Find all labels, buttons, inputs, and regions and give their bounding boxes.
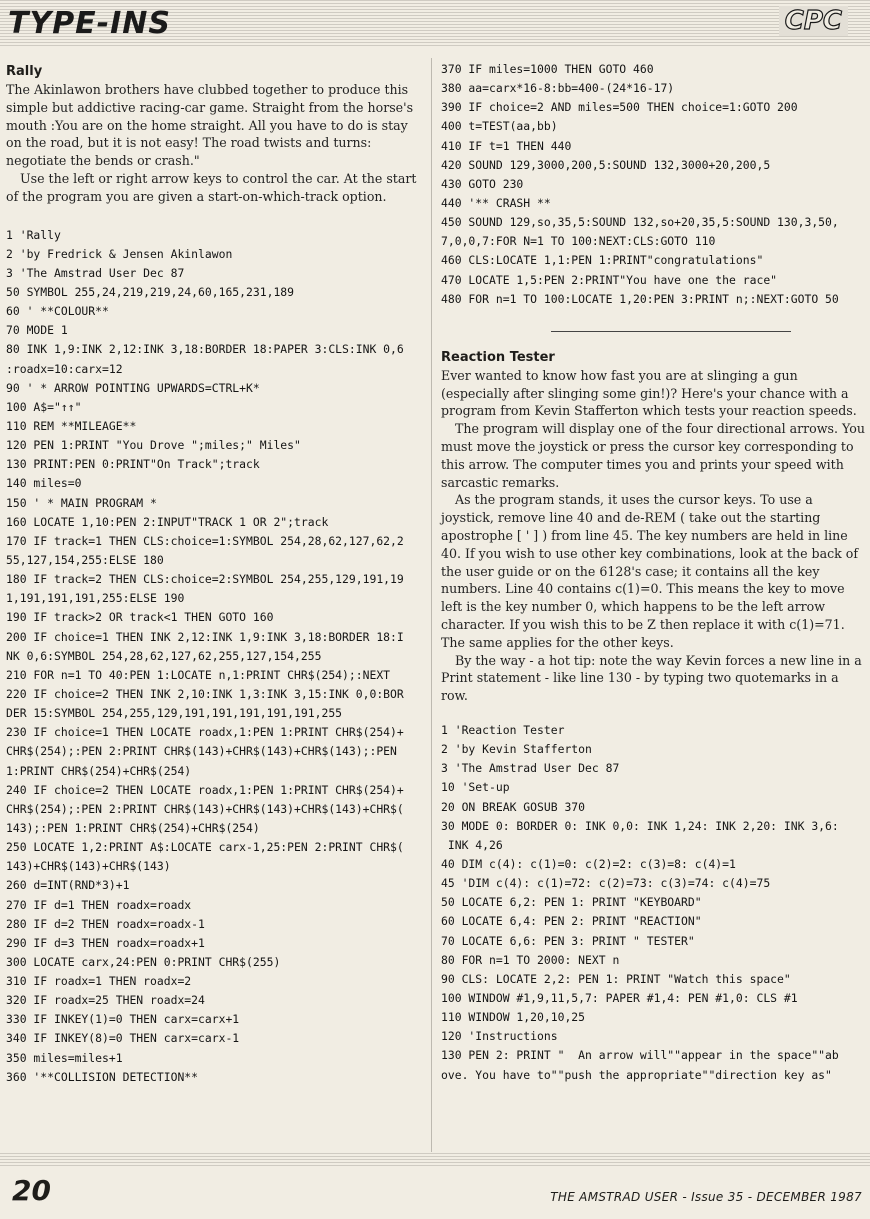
column-divider — [431, 58, 432, 1158]
code-line: 3 'The Amstrad User Dec 87 — [6, 265, 185, 280]
code-line: 270 IF d=1 THEN roadx=roadx — [6, 897, 192, 912]
code-line: 120 'Instructions — [441, 1029, 558, 1044]
code-line: 50 SYMBOL 255,24,219,219,24,60,165,231,189 — [6, 285, 295, 299]
code-line: 1 'Reaction Tester — [441, 722, 565, 737]
code-line: 80 INK 1,9:INK 2,12:INK 3,18:BORDER 18:PAPER 3:CLS:INK 0,6 — [6, 342, 404, 357]
reaction-listing — [441, 721, 865, 1085]
section-title: TYPE-INS — [8, 6, 171, 41]
code-line: 180 IF track=2 THEN CLS:choice=2:SYMBOL 254,255,129,191,19 — [6, 572, 404, 587]
code-line: 330 IF INKEY(1)=0 THEN carx=carx+1 — [6, 1012, 240, 1027]
code-line: 360 '**COLLISION DETECTION** — [6, 1069, 199, 1084]
machine-badge: CPC — [779, 6, 848, 36]
code-line: 55,127,154,255:ELSE 180 — [6, 552, 164, 567]
code-line: 260 d=INT(RND*3)+1 — [6, 878, 130, 893]
code-line: 220 IF choice=2 THEN INK 2,10:INK 1,3:INK 3,15:INK 0,0:BOR — [6, 686, 404, 701]
page-number: 20 — [12, 1174, 51, 1207]
code-line: 3 'The Amstrad User Dec 87 — [441, 761, 620, 776]
code-line: 440 '** CRASH ** — [441, 195, 551, 210]
code-line: 45 'DIM c(4): c(1)=72: c(2)=73: c(3)=74: c(4)=75 — [441, 876, 771, 891]
code-line: DER 15:SYMBOL 254,255,129,191,191,191,191,191,255 — [6, 706, 343, 721]
code-line: 370 IF miles=1000 THEN GOTO 460 — [441, 62, 654, 76]
code-line: CHR$(254);:PEN 2:PRINT CHR$(143)+CHR$(143)+CHR$(143);:PEN — [6, 744, 397, 759]
publication-info: THE AMSTRAD USER - Issue 35 - DECEMBER 1987 — [550, 1190, 862, 1204]
code-line: 60 LOCATE 6,4: PEN 2: PRINT "REACTION" — [441, 914, 702, 929]
code-line: 60 ' **COLOUR** — [6, 304, 109, 319]
code-line: 143)+CHR$(143)+CHR$(143) — [6, 859, 171, 874]
code-line: 90 CLS: LOCATE 2,2: PEN 1: PRINT "Watch this space" — [441, 971, 791, 986]
code-line: 210 FOR n=1 TO 40:PEN 1:LOCATE n,1:PRINT CHR$(254);:NEXT — [6, 667, 391, 682]
rally-paragraph: The Akinlawon brothers have clubbed together to produce this simple but addictive racing-car game. Straight from the horse's mouth :You are on the home straight. All you have to do is stay on the road, but it is not easy! The road twists and turns: negotiate the bends or crash." — [6, 82, 414, 169]
code-line: 420 SOUND 129,3000,200,5:SOUND 132,3000+20,200,5 — [441, 157, 771, 172]
code-line: 460 CLS:LOCATE 1,1:PEN 1:PRINT"congratulations" — [441, 253, 764, 268]
reaction-paragraph: By the way - a hot tip: note the way Kevin forces a new line in a Print statement - like line 130 - by typing two quotemarks in a row. — [441, 652, 862, 704]
code-line: 190 IF track>2 OR track<1 THEN GOTO 160 — [6, 610, 274, 625]
reaction-paragraph: Ever wanted to know how fast you are at slinging a gun (especially after slinging some gin!)? Here's your chance with a program from Kevin Stafferton which tests your reaction speeds. — [441, 367, 857, 419]
code-line: 200 IF choice=1 THEN INK 2,12:INK 1,9:INK 3,18:BORDER 18:I — [6, 629, 404, 644]
code-line: 450 SOUND 129,so,35,5:SOUND 132,so+20,35,5:SOUND 130,3,50, — [441, 215, 839, 230]
rally-title: Rally — [6, 64, 43, 79]
code-line: 280 IF d=2 THEN roadx=roadx-1 — [6, 916, 205, 931]
code-line: 90 ' * ARROW POINTING UPWARDS=CTRL+K* — [6, 380, 260, 395]
rally-listing-part2 — [441, 60, 865, 309]
code-line: 310 IF roadx=1 THEN roadx=2 — [6, 974, 192, 989]
code-line: 470 LOCATE 1,5:PEN 2:PRINT"You have one the race" — [441, 272, 778, 287]
code-line: 170 IF track=1 THEN CLS:choice=1:SYMBOL 254,28,62,127,62,2 — [6, 533, 404, 548]
reaction-paragraph: The program will display one of the four directional arrows. You must move the joystick or press the cursor key corresponding to this arrow. The computer times you and prints your speed with sarcastic remarks. — [441, 421, 865, 490]
code-line: 230 IF choice=1 THEN LOCATE roadx,1:PEN 1:PRINT CHR$(254)+ — [6, 725, 404, 740]
code-line: 20 ON BREAK GOSUB 370 — [441, 799, 586, 814]
code-line: 100 A$="↑↑" — [6, 399, 82, 414]
code-line: 30 MODE 0: BORDER 0: INK 0,0: INK 1,24: INK 2,20: INK 3,6: — [441, 818, 839, 833]
code-line: 130 PRINT:PEN 0:PRINT"On Track";track — [6, 457, 260, 472]
code-line: 1 'Rally — [6, 227, 61, 242]
code-line: 340 IF INKEY(8)=0 THEN carx=carx-1 — [6, 1031, 240, 1046]
code-line: 240 IF choice=2 THEN LOCATE roadx,1:PEN 1:PRINT CHR$(254)+ — [6, 782, 404, 797]
left-column — [6, 60, 426, 1087]
code-line: 290 IF d=3 THEN roadx=roadx+1 — [6, 935, 205, 950]
code-line: 480 FOR n=1 TO 100:LOCATE 1,20:PEN 3:PRINT n;:NEXT:GOTO 50 — [441, 291, 839, 306]
rally-paragraph: Use the left or right arrow keys to control the car. At the start of the program you are given a start-on-which-track option. — [6, 170, 417, 204]
code-line: 50 LOCATE 6,2: PEN 1: PRINT "KEYBOARD" — [441, 895, 702, 910]
right-column — [441, 60, 865, 1085]
code-line: 70 LOCATE 6,6: PEN 3: PRINT " TESTER" — [441, 933, 695, 948]
spacer — [441, 705, 865, 721]
footer-band — [0, 1152, 870, 1166]
code-line: 10 'Set-up — [441, 780, 510, 795]
code-line: 150 ' * MAIN PROGRAM * — [6, 495, 157, 510]
code-line: ove. You have to""push the appropriate""direction key as" — [441, 1067, 832, 1082]
code-line: 430 GOTO 230 — [441, 176, 524, 191]
code-line: 2 'by Fredrick & Jensen Akinlawon — [6, 246, 233, 261]
code-line: 70 MODE 1 — [6, 323, 68, 338]
code-line: 250 LOCATE 1,2:PRINT A$:LOCATE carx-1,25:PEN 2:PRINT CHR$( — [6, 840, 404, 855]
code-line: INK 4,26 — [441, 837, 503, 852]
section-rule — [551, 331, 791, 332]
code-line: 400 t=TEST(aa,bb) — [441, 119, 558, 134]
code-line: 110 WINDOW 1,20,10,25 — [441, 1010, 586, 1025]
code-line: 350 miles=miles+1 — [6, 1050, 123, 1065]
code-line: 130 PEN 2: PRINT " An arrow will""appear in the space""ab — [441, 1048, 839, 1063]
code-line: :roadx=10:carx=12 — [6, 361, 123, 376]
reaction-paragraph: As the program stands, it uses the cursor keys. To use a joystick, remove line 40 and de-REM ( take out the starting apostrophe [ ' ] ) from line 45. The key numbers are held in line 40. If you wish to use other key combinations, look at the back of the user guide or on the 6128's case; it contains all the key numbers. Line 40 contains c(1)=0. This means the key to move left is the key number 0, which happens to be the left arrow character. If you wish this to be Z then replace it with c(1)=71. The same applies for the other keys. — [441, 492, 859, 650]
code-line: 143);:PEN 1:PRINT CHR$(254)+CHR$(254) — [6, 820, 260, 835]
code-line: 100 WINDOW #1,9,11,5,7: PAPER #1,4: PEN #1,0: CLS #1 — [441, 990, 798, 1005]
code-line: 1,191,191,191,255:ELSE 190 — [6, 591, 185, 606]
code-line: 380 aa=carx*16-8:bb=400-(24*16-17) — [441, 81, 675, 96]
code-line: 390 IF choice=2 AND miles=500 THEN choice=1:GOTO 200 — [441, 100, 798, 115]
code-line: 320 IF roadx=25 THEN roadx=24 — [6, 993, 205, 1008]
code-line: 410 IF t=1 THEN 440 — [441, 138, 572, 153]
rally-intro — [6, 81, 426, 206]
code-line: 1:PRINT CHR$(254)+CHR$(254) — [6, 763, 192, 778]
code-line: CHR$(254);:PEN 2:PRINT CHR$(143)+CHR$(143)+CHR$(143)+CHR$( — [6, 801, 404, 816]
code-line: 2 'by Kevin Stafferton — [441, 742, 592, 757]
rally-listing-part1 — [6, 226, 426, 1087]
code-line: 7,0,0,7:FOR N=1 TO 100:NEXT:CLS:GOTO 110 — [441, 234, 716, 249]
code-line: 80 FOR n=1 TO 2000: NEXT n — [441, 952, 620, 967]
reaction-title: Reaction Tester — [441, 349, 555, 365]
code-line: 300 LOCATE carx,24:PEN 0:PRINT CHR$(255) — [6, 954, 281, 969]
code-line: 110 REM **MILEAGE** — [6, 418, 137, 433]
code-line: NK 0,6:SYMBOL 254,28,62,127,62,255,127,154,255 — [6, 648, 322, 663]
reaction-intro — [441, 367, 865, 705]
code-line: 160 LOCATE 1,10:PEN 2:INPUT"TRACK 1 OR 2";track — [6, 514, 329, 529]
spacer — [6, 206, 426, 226]
code-line: 120 PEN 1:PRINT "You Drove ";miles;" Miles" — [6, 438, 301, 453]
code-line: 40 DIM c(4): c(1)=0: c(2)=2: c(3)=8: c(4)=1 — [441, 856, 736, 871]
code-line: 140 miles=0 — [6, 476, 82, 491]
